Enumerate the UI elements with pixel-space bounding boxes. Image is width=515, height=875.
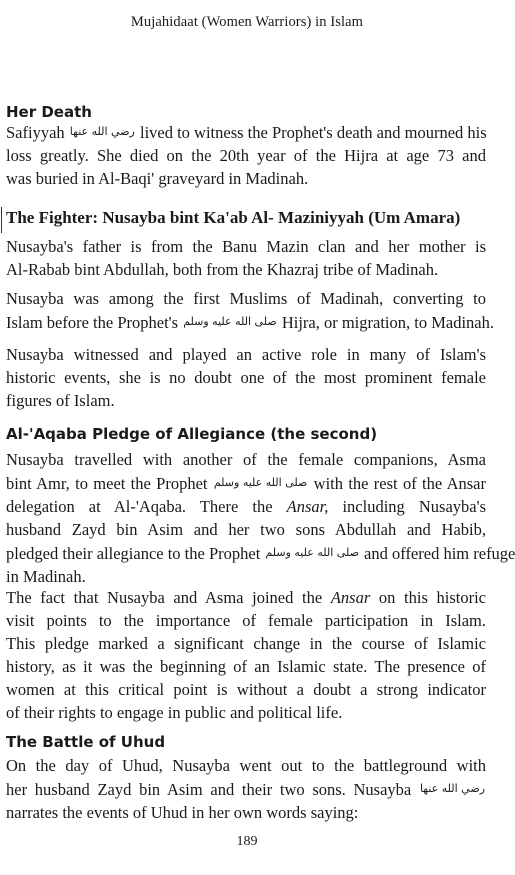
text-line: figures of Islam. [6, 391, 115, 410]
text-line: her husband Zayd bin Asim and their two sons. Nusayba رضي الله عنها [6, 777, 486, 801]
text-line: bint Amr, to meet the Prophet صلى الله عليه وسلم with the rest of the Ansar [6, 471, 486, 495]
text-line: of their rights to engage in public and political life. [6, 703, 343, 722]
text-line: Islam before the Prophet's صلى الله عليه وسلم Hijra, or migration, to Madinah. [6, 310, 486, 334]
text-line: historic events, she is no doubt one of the most prominent female [6, 368, 486, 387]
paragraph-her-death [6, 120, 486, 190]
text-line: Nusayba's father is from the Banu Mazin clan and her mother is [6, 237, 486, 256]
paragraph-aqaba-significance [6, 586, 486, 724]
honorific-glyph-icon: صلى الله عليه وسلم [183, 315, 277, 328]
paragraph-aqaba-travel [6, 448, 515, 588]
text-line: delegation at Al-'Aqaba. There the Ansar, including Nusayba's [6, 497, 486, 516]
text-line: women at this critical point is without a doubt a strong indicator [6, 680, 486, 699]
text-line: Al-Rabab bint Abdullah, both from the Khazraj tribe of Madinah. [6, 260, 439, 279]
honorific-glyph-icon: رضي الله عنها [69, 125, 135, 138]
heading-battle-of-uhud: The Battle of Uhud [6, 733, 166, 751]
paragraph-uhud [6, 754, 486, 824]
heading-the-fighter: The Fighter: Nusayba bint Ka'ab Al- Maziniyyah (Um Amara) [6, 208, 461, 227]
heading-aqaba-pledge: Al-'Aqaba Pledge of Allegiance (the second) [6, 425, 378, 443]
text-line: Safiyyah رضي الله عنها lived to witness the Prophet's death and mourned his [6, 120, 486, 144]
text-line: history, as it was the beginning of an Islamic state. The presence of [6, 657, 486, 676]
text-line: loss greatly. She died on the 20th year of the Hijra at age 73 and [6, 146, 486, 165]
text-line: narrates the events of Uhud in her own words saying: [6, 803, 359, 822]
text-line: Nusayba travelled with another of the female companions, Asma [6, 450, 486, 469]
margin-rule [1, 207, 2, 233]
text-line: visit points to the importance of female participation in Islam. [6, 611, 486, 630]
heading-her-death: Her Death [6, 103, 92, 121]
honorific-glyph-icon: صلى الله عليه وسلم [265, 546, 359, 559]
text-line: Nusayba was among the first Muslims of Madinah, converting to [6, 289, 486, 308]
running-header: Mujahidaat (Women Warriors) in Islam [130, 14, 364, 30]
text-line: This pledge marked a significant change in the course of Islamic [6, 634, 486, 653]
paragraph-first-muslims [6, 287, 494, 334]
honorific-glyph-icon: رضي الله عنها [419, 782, 486, 795]
text-line: in Madinah. [6, 567, 86, 586]
honorific-glyph-icon: صلى الله عليه وسلم [213, 476, 308, 489]
page-number: 189 [236, 834, 258, 849]
text-line: On the day of Uhud, Nusayba went out to the battleground with [6, 756, 486, 775]
text-line: The fact that Nusayba and Asma joined the Ansar on this historic [6, 588, 487, 607]
text-line: Nusayba witnessed and played an active role in many of Islam's [6, 345, 486, 364]
text-line: pledged their allegiance to the Prophet صلى الله عليه وسلم and offered him refuge [6, 541, 486, 565]
text-line: was buried in Al-Baqi' graveyard in Madinah. [6, 169, 309, 188]
paragraph-parents [6, 235, 486, 281]
text-line: husband Zayd bin Asim and her two sons Abdullah and Habib, [6, 520, 486, 539]
paragraph-witnessed [6, 343, 486, 412]
